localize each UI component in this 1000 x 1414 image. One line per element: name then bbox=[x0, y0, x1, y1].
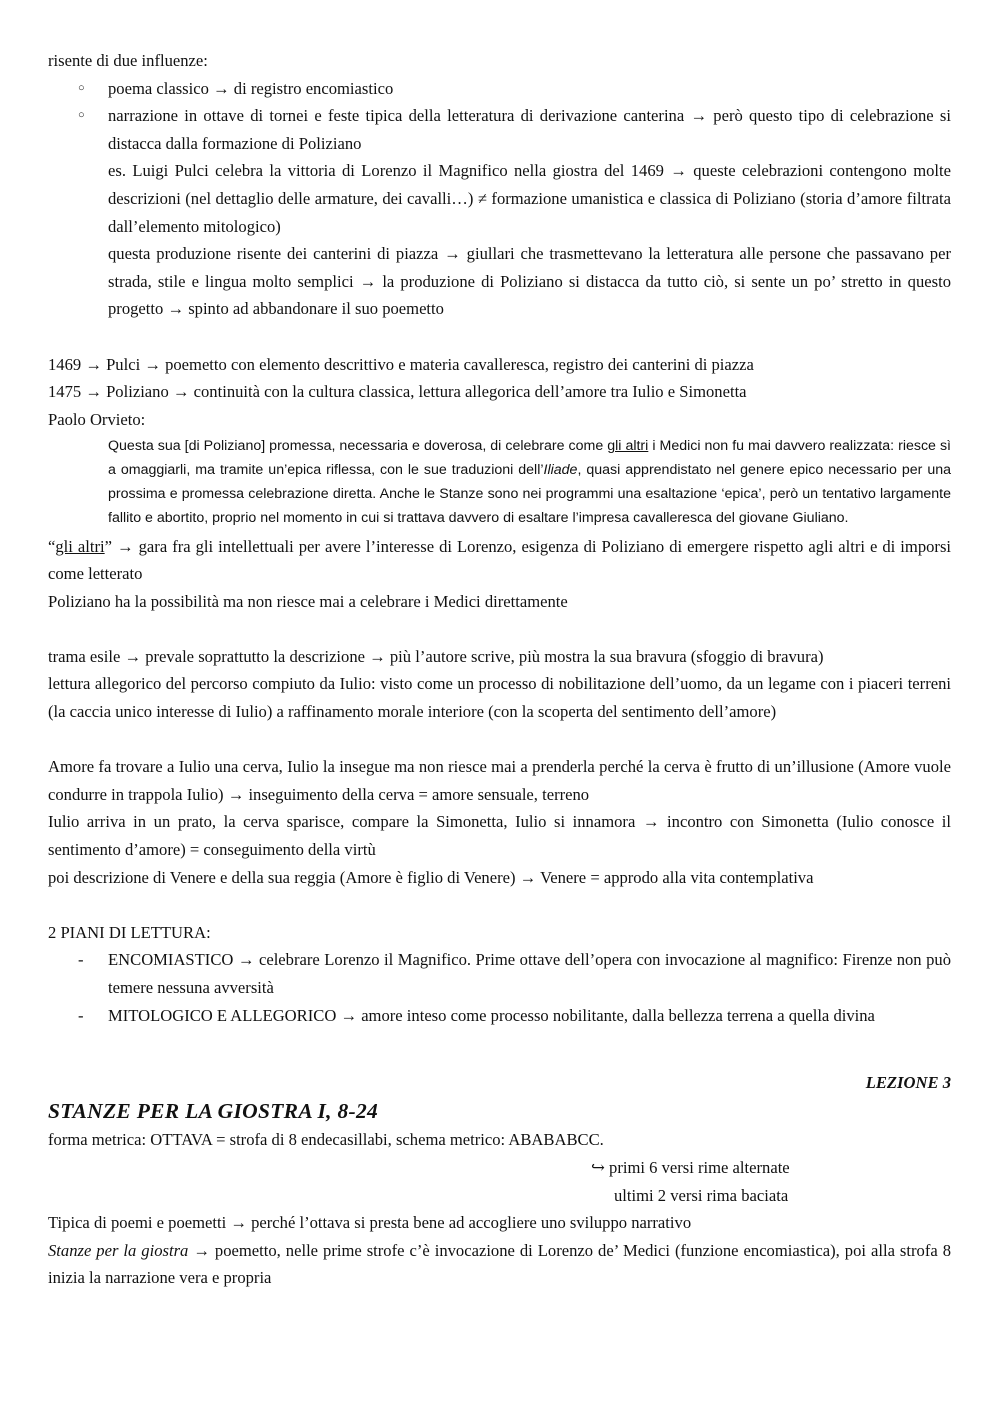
quote-author: Paolo Orvieto: bbox=[48, 409, 146, 429]
circle-bullet-icon: ○ bbox=[78, 109, 85, 122]
quote-text: i Medici non fu mai davvero realizzata: riesce sì a omaggiarli, ma tramite un’epica riflessa, con le sue traduzioni dell’ bbox=[108, 438, 951, 479]
document-page bbox=[48, 47, 951, 1292]
list-item bbox=[48, 75, 951, 103]
forma-line: forma metrica: OTTAVA = strofa di 8 endecasillabi, schema metrico: ABABABCC. bbox=[48, 1130, 604, 1150]
stanze-text: → poemetto, nelle prime strofe c’è invocazione di Lorenzo de’ Medici (funzione encomiastica), poi alla strofa 8 inizia la narrazione vera e propria bbox=[48, 1240, 952, 1288]
list-item-text: narrazione in ottave di tornei e feste tipica della letteratura di derivazione canterina → però questo tipo di celebrazione si distacca dalla formazione di Poliziano bbox=[108, 106, 951, 153]
piani-title: 2 PIANI DI LETTURA: bbox=[48, 922, 211, 942]
trama-line: trama esile → prevale soprattutto la descrizione → più l’autore scrive, più mostra la sua bravura (sfoggio di bravura) bbox=[48, 646, 824, 666]
list-item-paragraph: es. Luigi Pulci celebra la vittoria di Lorenzo il Magnifico nella giostra del 1469 → queste celebrazioni contengono molte descrizioni (nel dettaglio delle armature, dei cavalli…) ≠ formazione umanistica e classica di Poliziano (storia d’amore filtrata dall’elemento mitologico) bbox=[108, 161, 951, 236]
list-item-text: MITOLOGICO E ALLEGORICO → amore inteso come processo nobilitante, dalla bellezza terrena a quella divina bbox=[108, 1005, 875, 1025]
note-text: ” → gara fra gli intellettuali per avere l’interesse di Lorenzo, esigenza di Poliziano di emergere rispetto agli altri e di imporsi come letterato bbox=[48, 536, 952, 584]
timeline-1475: 1475 → Poliziano → continuità con la cultura classica, lettura allegorica dell’amore tra Iulio e Simonetta bbox=[48, 382, 747, 402]
amore-paragraph-2: Iulio arriva in un prato, la cerva sparisce, compare la Simonetta, Iulio si innamora → incontro con Simonetta (Iulio conosce il sentimento d’amore) = conseguimento della virtù bbox=[48, 812, 951, 860]
lettura-paragraph: lettura allegorico del percorso compiuto da Iulio: visto come un processo di nobilitazione dell’uomo, da un legame con i piaceri terreni (la caccia unico interesse di Iulio) a raffinamento morale interiore (con la scoperta del sentimento dell’amore) bbox=[48, 674, 951, 722]
quote-text: , quasi apprendistato nel genere epico necessario per una prossima e promessa celebrazione diretta. Anche le Stanze sono nei programmi una esaltazione ‘epica’, però un tentativo largamente fallito e abortito, proprio nel momento in cui si trattava davvero di esaltare l’impresa cavalleresca del giovane Giuliano. bbox=[108, 462, 951, 526]
lesson-label: LEZIONE 3 bbox=[865, 1072, 951, 1092]
timeline-1469: 1469 → Pulci → poemetto con elemento descrittivo e materia cavalleresca, registro dei canterini di piazza bbox=[48, 354, 754, 374]
poliziano-line: Poliziano ha la possibilità ma non riesce mai a celebrare i Medici direttamente bbox=[48, 591, 568, 611]
open-quote: “ bbox=[48, 536, 56, 556]
quote-underlined-term: gli altri bbox=[607, 438, 649, 455]
underlined-term: gli altri bbox=[55, 536, 105, 556]
amore-paragraph-1: Amore fa trovare a Iulio una cerva, Iulio la insegue ma non riesce mai a prenderla perché la cerva è frutto di un’illusione (Amore vuole condurre in trappola Iulio) → inseguimento della cerva = amore sensuale, terreno bbox=[48, 757, 951, 804]
dash-bullet-icon: - bbox=[78, 1005, 84, 1025]
work-title: Stanze per la giostra bbox=[48, 1240, 189, 1260]
block-quote bbox=[108, 433, 951, 532]
list-item bbox=[48, 1002, 951, 1030]
amore-paragraph-3: poi descrizione di Venere e della sua reggia (Amore è figlio di Venere) → Venere = approdo alla vita contemplativa bbox=[48, 867, 814, 887]
quote-italic-title: Iliade bbox=[543, 462, 578, 479]
list-item-text: poema classico → di registro encomiastico bbox=[108, 78, 394, 98]
forma-sub-1: ↪ primi 6 versi rime alternate bbox=[591, 1157, 790, 1177]
list-item-text: ENCOMIASTICO → celebrare Lorenzo il Magnifico. Prime ottave dell’opera con invocazione al magnifico: Firenze non può temere nessuna avversità bbox=[108, 950, 951, 997]
forma-sub-2: ultimi 2 versi rima baciata bbox=[614, 1185, 789, 1205]
section-heading: STANZE PER LA GIOSTRA I, 8-24 bbox=[48, 1099, 379, 1124]
circle-bullet-icon: ○ bbox=[78, 81, 85, 94]
intro-line: risente di due influenze: bbox=[48, 51, 208, 70]
list-item-paragraph: questa produzione risente dei canterini di piazza → giullari che trasmettevano la letteratura alle persone che passavano per strada, stile e lingua molto semplici → la produzione di Poliziano si distacca da tutto ciò, si sente un po’ stretto in questo progetto → spinto ad abbandonare il suo poemetto bbox=[108, 244, 951, 319]
list-item bbox=[48, 946, 951, 1001]
gli-altri-note bbox=[48, 533, 951, 588]
tipica-line: Tipica di poemi e poemetti → perché l’ottava si presta bene ad accogliere uno sviluppo narrativo bbox=[48, 1213, 692, 1233]
quote-text: Questa sua [di Poliziano] promessa, necessaria e doverosa, di celebrare come bbox=[108, 438, 608, 455]
dash-bullet-icon: - bbox=[78, 950, 84, 970]
list-item bbox=[48, 102, 951, 323]
stanze-paragraph bbox=[48, 1237, 951, 1292]
